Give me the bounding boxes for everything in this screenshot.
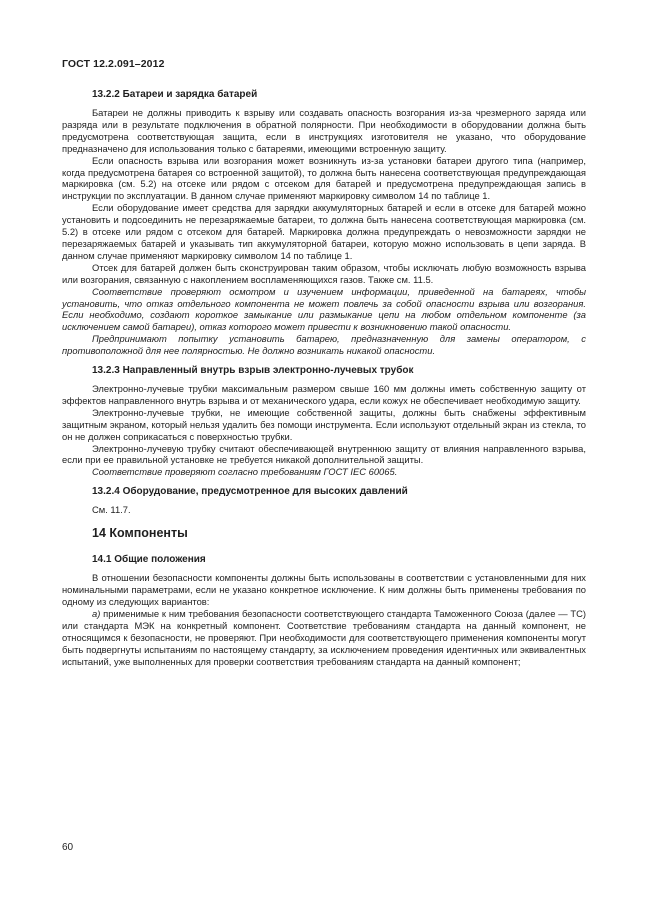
- page-number: 60: [62, 842, 74, 853]
- standard-header: ГОСТ 12.2.091–2012: [62, 58, 165, 70]
- paragraph: Электронно-лучевую трубку считают обеспечивающей внутреннюю защиту от влияния направленного взрыва, если при ее правильной установке не требуется никакой дополнительной защиты.: [62, 442, 586, 466]
- compliance-paragraph: Соответствие проверяют согласно требованиям ГОСТ IEC 60065.: [92, 466, 398, 478]
- list-item-a: [62, 608, 586, 668]
- page-content: [62, 88, 586, 667]
- paragraph: См. 11.7.: [92, 504, 131, 516]
- paragraph: Батареи не должны приводить к взрыву или создавать опасность возгорания из-за чрезмерного заряда или разряда или в результате подключения в обратной полярности. При необходимости в оборудовании должна быть предусмотрена соответствующая защита, если в инструкциях изготовителя не указано, что оборудование предназначено для использования только с батареями, имеющими встроенную защиту.: [62, 107, 586, 154]
- paragraph: Если опасность взрыва или возгорания может возникнуть из-за установки батареи другого типа (например, когда предусмотрена батарея со встроенной защитой), то должна быть нанесена соответствующая предупреждающая маркировка (см. 5.2) на отсеке или рядом с отсеком для батарей и предусмотрена предупреждающая запись в инструкции по эксплуатации. В данном случае применяют маркировку символом 14 по таблице 1.: [62, 154, 586, 202]
- list-item-text: применимые к ним требования безопасности соответствующего стандарта Таможенного Союза (далее — ТС) или стандарта МЭК на конкретный компонент. Соответствие требованиям стандарта на данный компонент, не относящимся к безопасности, не проверяют. При необходимости для соответствующего применения компоненты могут быть подвергнуты испытаниям по настоящему стандарту, за исключением проведения идентичных или эквивалентных испытаний, уже выполненных для проверки соответствия требованиям стандарта на данный компонент;: [62, 607, 586, 667]
- paragraph: В отношении безопасности компоненты должны быть использованы в соответствии с установленными для них номинальными параметрами, если не указано конкретное исключение. К ним должны быть применены требования по одному из следующих вариантов:: [62, 572, 586, 607]
- section-14-title: 14 Компоненты: [92, 526, 188, 541]
- paragraph: Электронно-лучевые трубки максимальным размером свыше 160 мм должны иметь собственную защиту от эффектов направленного внутрь взрыва и от механического удара, если кожух не обеспечивает необходимую защиту.: [62, 383, 586, 406]
- section-13-2-3-title: 13.2.3 Направленный внутрь взрыв электронно-лучевых трубок: [92, 365, 414, 377]
- list-marker: а): [92, 607, 101, 619]
- paragraph: Если оборудование имеет средства для зарядки аккумуляторных батарей и если в отсеке для батарей можно установить и подсоединить не перезаряжаемые батареи, то должна быть нанесена соответствующая маркировка (см. 5.2) в отсеке или рядом с отсеком для батарей. Маркировка должна предупреждать о невозможности зарядки не перезаряжаемых батарей и указывать тип аккумуляторной батареи, которую можно использовать в цепи заряда. В данном случае применяют маркировку символом 14 по таблице 1.: [62, 202, 586, 261]
- section-13-2-4-title: 13.2.4 Оборудование, предусмотренное для высоких давлений: [92, 486, 408, 498]
- section-14-1-title: 14.1 Общие положения: [92, 554, 206, 566]
- section-13-2-2-title: 13.2.2 Батареи и зарядка батарей: [92, 89, 258, 100]
- compliance-paragraph: Соответствие проверяют осмотром и изучением информации, приведенной на батареях, чтобы установить, что отказ отдельного компонента не может повлечь за собой опасности взрыва или возгорания. Если необходимо, создают короткое замыкание или размыкание цепи на любом отдельном компоненте (за исключением самой батареи), отказ которого может привести к возникновению такой опасности.: [62, 285, 586, 333]
- paragraph: Отсек для батарей должен быть сконструирован таким образом, чтобы исключать любую возможность взрыва или возгорания, связанную с накоплением воспламеняющихся газов. Также см. 11.5.: [62, 261, 586, 285]
- compliance-paragraph: Предпринимают попытку установить батарею, предназначенную для замены оператором, с противоположной для нее полярностью. Не должно возникать никакой опасности.: [62, 333, 586, 357]
- paragraph: Электронно-лучевые трубки, не имеющие собственной защиты, должны быть снабжены эффективным защитным экраном, который нельзя удалить без помощи инструмента. Если используют отдельный экран из стекла, то он не должен соприкасаться с поверхностью трубки.: [62, 406, 586, 442]
